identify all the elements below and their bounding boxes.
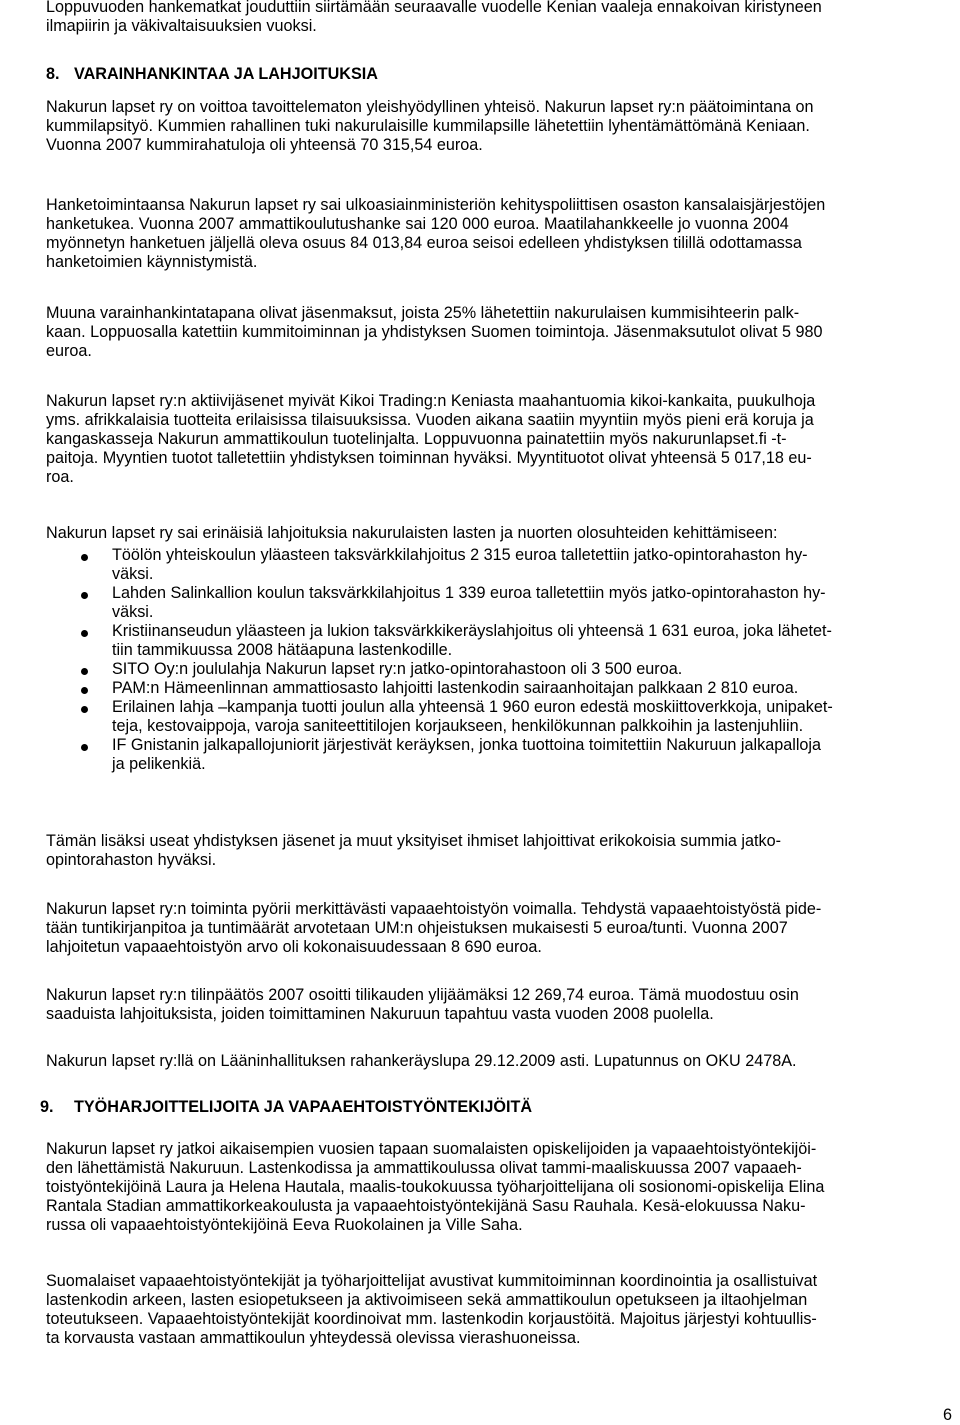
text-line: ja pelikenkiä. [112,755,206,773]
text-line: Vuonna 2007 kummirahatuloja oli yhteensä 70 315,54 euroa. [46,136,483,154]
text-line: hanketoimien käynnistymistä. [46,253,258,271]
text-line: Lahden Salinkallion koulun taksvärkkilahjoitus 1 339 euroa talletettiin myös jatko-opintorahaston hy- [112,584,826,602]
text-line: Rantala Stadian ammattikorkeakoulusta ja vapaaehtoistyöntekijänä Sasu Rauhala. Kesä-elokuussa Naku- [46,1197,806,1215]
paragraph [46,1140,954,1235]
paragraph [46,832,954,870]
section-number: 8. [46,65,60,83]
intro-paragraph [46,0,954,36]
section-title: VARAINHANKINTAA JA LAHJOITUKSIA [74,65,378,83]
text-line: kaan. Loppuosalla katettiin kummitoiminnan ja yhdistyksen Suomen toimintoja. Jäsenmaksutulot olivat 5 980 [46,323,823,341]
text-line: lastenkodin arkeen, lasten esiopetukseen ja aktivoimiseen sekä ammattikoulun opetukseen ja iltaohjelman [46,1291,808,1309]
text-line: teja, kestovaippoja, varoja saniteettitilojen korjaukseen, henkilökunnan palkkoihin ja lastenjuhliin. [112,717,804,735]
text-line: den lähettämistä Nakuruun. Lastenkodissa ja ammattikoulussa olivat tammi-maaliskuussa 2007 vapaaeh- [46,1159,802,1177]
text-line: IF Gnistanin jalkapallojuniorit järjestivät keräyksen, jonka tuottoina toimitettiin Nakuruun jalkapalloja [112,736,822,754]
bullet-icon [81,630,88,637]
text-line: russa oli vapaaehtoistyöntekijöinä Eeva Ruokolainen ja Ville Saha. [46,1216,523,1234]
paragraph [46,392,954,487]
paragraph [46,986,954,1024]
text-line: Erilainen lahja –kampanja tuotti joulun alla yhteensä 1 960 euron edestä moskiittoverkkoja, unipaket- [112,698,833,716]
list-item [46,736,954,774]
bullet-icon [81,668,88,675]
paragraph [46,304,954,361]
text-line: lahjoitetun vapaaehtoistyön arvo oli kokonaisuudessaan 8 690 euroa. [46,938,542,956]
text-line: Nakurun lapset ry:n tilinpäätös 2007 osoitti tilikauden ylijäämäksi 12 269,74 euroa. Tämä muodostuu osin [46,986,799,1004]
list-item [46,679,954,698]
text-line: Kristiinanseudun yläasteen ja lukion taksvärkkikeräyslahjoitus oli yhteensä 1 631 euroa, joka lähetet- [112,622,832,640]
text-line: väksi. [112,565,154,583]
text-line: Tämän lisäksi useat yhdistyksen jäsenet ja muut yksityiset ihmiset lahjoittivat erikokoisia summia jatko- [46,832,782,850]
text-line: saaduista lahjoituksista, joiden toimittaminen Nakuruun tapahtuu vasta vuoden 2008 puolella. [46,1005,714,1023]
text-line: Nakurun lapset ry:llä on Lääninhallituksen rahankeräyslupa 29.12.2009 asti. Lupatunnus on OKU 2478A. [46,1052,797,1070]
list-item [46,698,954,736]
paragraph [46,1272,954,1348]
section-number: 9. [40,1098,54,1116]
text-line: hanketukea. Vuonna 2007 ammattikoulutushanke sai 120 000 euroa. Maatilahankkeelle jo vuonna 2004 [46,215,789,233]
list-item [46,546,954,584]
page-number: 6 [942,1406,952,1424]
text-line: Suomalaiset vapaaehtoistyöntekijät ja työharjoittelijat avustivat kummitoiminnan koordinointia ja osallistuivat [46,1272,818,1290]
text-line: ilmapiirin ja väkivaltaisuuksien vuoksi. [46,17,317,35]
text-line: PAM:n Hämeenlinnan ammattiosasto lahjoitti lastenkodin sairaanhoitajan palkkaan 2 810 euroa. [112,679,799,697]
text-line: opintorahaston hyväksi. [46,851,217,869]
list-item [46,622,954,660]
text-line: paitoja. Myyntien tuotot talletettiin yhdistyksen toiminnan hyväksi. Myyntituotot olivat yhteensä 5 017,18 eu- [46,449,812,467]
text-line: roa. [46,468,74,486]
paragraph [46,98,954,155]
bullet-icon [81,592,88,599]
bullet-icon [81,554,88,561]
section-title: TYÖHARJOITTELIJOITA JA VAPAAEHTOISTYÖNTEKIJÖITÄ [74,1098,533,1116]
text-line: Töölön yhteiskoulun yläasteen taksvärkkilahjoitus 2 315 euroa talletettiin jatko-opintorahaston hy- [112,546,808,564]
text-line: Loppuvuoden hankematkat jouduttiin siirtämään seuraavalle vuodelle Kenian vaaleja ennakoivan kiristyneen [46,0,822,16]
text-line: tään tuntikirjanpitoa ja tuntimäärät arvotetaan UM:n ohjeistuksen mukaisesti 5 euroa/tunti. Vuonna 2007 [46,919,788,937]
text-line: yms. afrikkalaisia tuotteita erilaisissa tilaisuuksissa. Vuoden aikana saatiin myyntiin myös pieni erä koruja ja [46,411,814,429]
text-line: kangaskasseja Nakurun ammattikoulun tuotelinjalta. Loppuvuonna painatettiin myös nakurunlapset.fi -t- [46,430,787,448]
text-line: Hanketoimintaansa Nakurun lapset ry sai ulkoasiainministeriön kehityspoliittisen osaston kansalaisjärjestöjen [46,196,826,214]
text-line: toistyöntekijöinä Laura ja Helena Hautala, maalis-toukokuussa työharjoittelijana oli sosionomi-opiskelija Elina [46,1178,825,1196]
text-line: Nakurun lapset ry jatkoi aikaisempien vuosien tapaan suomalaisten opiskelijoiden ja vapaaehtoistyöntekijöi- [46,1140,817,1158]
text-line: väksi. [112,603,154,621]
paragraph [46,524,954,543]
text-line: Muuna varainhankintatapana olivat jäsenmaksut, joista 25% lähetettiin nakurulaisen kummisihteerin palk- [46,304,800,322]
bullet-icon [81,744,88,751]
text-line: kummilapsityö. Kummien rahallinen tuki nakurulaisille kummilapsille lähetettiin lyhentämättömänä Keniaan. [46,117,810,135]
text-line: SITO Oy:n joululahja Nakurun lapset ry:n jatko-opintorahastoon oli 3 500 euroa. [112,660,683,678]
text-line: tiin tammikuussa 2008 hätäapuna lastenkodille. [112,641,453,659]
text-line: myönnetyn hanketuen jäljellä oleva osuus 84 013,84 euroa seisoi edelleen yhdistyksen tilillä odottamassa [46,234,802,252]
bullet-icon [81,706,88,713]
text-line: ta korvausta vastaan ammattikoulun yhteydessä olevissa vierashuoneissa. [46,1329,581,1347]
paragraph [46,1052,954,1071]
list-item [46,660,954,679]
paragraph [46,900,954,957]
donation-list [46,546,954,774]
text-line: Nakurun lapset ry:n aktiivijäsenet myivät Kikoi Trading:n Keniasta maahantuomia kikoi-kankaita, puukulhoja [46,392,816,410]
text-line: euroa. [46,342,92,360]
text-line: Nakurun lapset ry on voittoa tavoittelematon yleishyödyllinen yhteisö. Nakurun lapset ry:n päätoimintana on [46,98,814,116]
text-line: toteutukseen. Vapaaehtoistyöntekijät koordinoivat mm. lastenkodin korjaustöitä. Majoitus järjestyi kohtuullis- [46,1310,817,1328]
text-line: Nakurun lapset ry sai erinäisiä lahjoituksia nakurulaisten lasten ja nuorten olosuhteiden kehittämiseen: [46,524,778,542]
paragraph [46,196,954,272]
text-line: Nakurun lapset ry:n toiminta pyörii merkittävästi vapaaehtoistyön voimalla. Tehdystä vapaaehtoistyöstä pide- [46,900,822,918]
list-item [46,584,954,622]
bullet-icon [81,687,88,694]
